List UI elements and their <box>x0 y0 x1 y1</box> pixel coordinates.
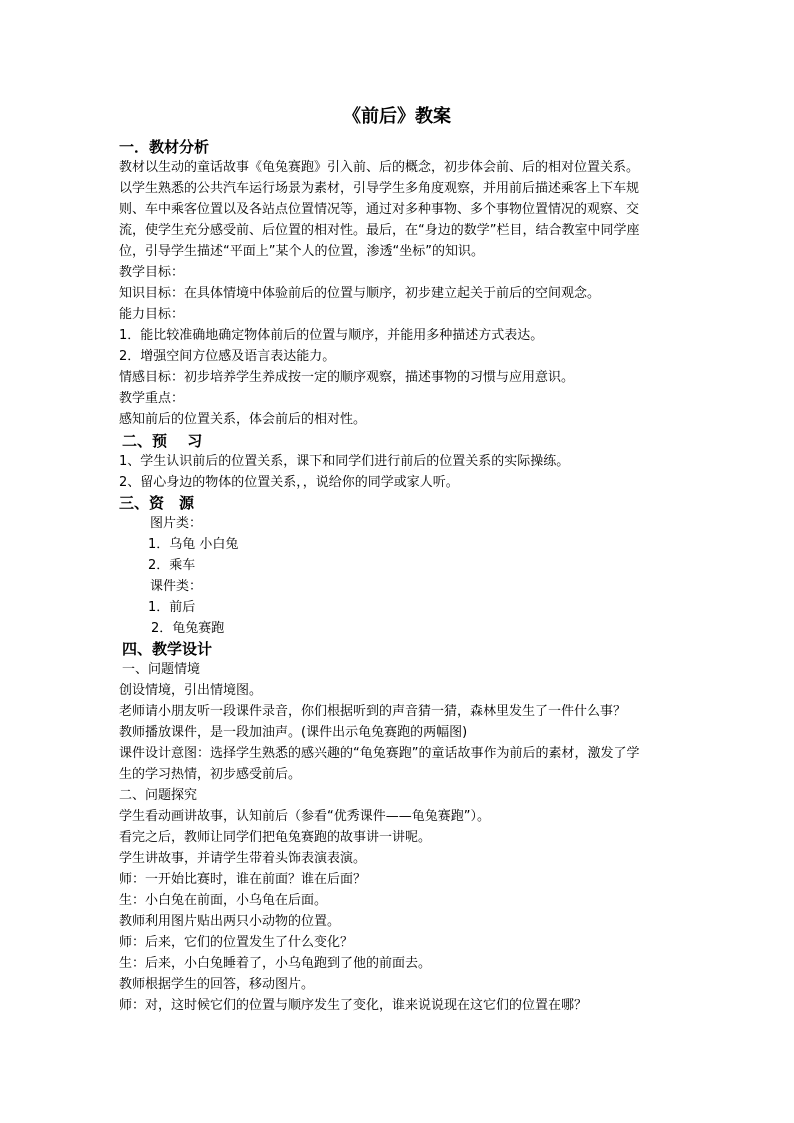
design-line: 生的学习热情，初步感受前后。 <box>119 767 302 782</box>
paragraph-line: 教材以生动的童话故事《龟兔赛跑》引入前、后的概念，初步体会前、后的相对位置关系。 <box>119 160 640 175</box>
emotion-goal: 情感目标：初步培养学生养成按一定的顺序观察，描述事物的习惯与应用意识。 <box>119 370 575 385</box>
exploration-line: 学生讲故事，并请学生带着头饰表演表演。 <box>119 851 367 866</box>
exploration-line: 师：一开始比赛时，谁在前面？谁在后面？ <box>119 872 367 887</box>
section-heading-resources: 三、资 源 <box>119 494 195 512</box>
picture-item-2: 2．乘车 <box>148 558 196 573</box>
goals-label: 教学目标： <box>119 265 185 280</box>
exploration-line: 生：小白兔在前面，小乌龟在后面。 <box>119 893 328 908</box>
design-line: 创设情境，引出情境图。 <box>119 683 263 698</box>
subsection-problem-situation: 一、问题情境 <box>122 662 201 677</box>
ability-label: 能力目标： <box>119 307 185 322</box>
exploration-line: 师：对，这时候它们的位置与顺序发生了变化，谁来说说现在这它们的位置在哪？ <box>119 998 588 1013</box>
section-heading-textbook-analysis: 一．教材分析 <box>119 138 210 156</box>
exploration-line: 师：后来，它们的位置发生了什么变化？ <box>119 935 354 950</box>
preview-item-2: 2、留心身边的物体的位置关系，，说给你的同学或家人听。 <box>119 475 459 490</box>
pictures-label: 图片类： <box>150 516 203 531</box>
design-line: 课件设计意图：选择学生熟悉的感兴趣的“龟兔赛跑”的童话故事作为前后的素材，激发了学 <box>119 746 640 761</box>
section-heading-teaching-design: 四、教学设计 <box>122 640 213 658</box>
ability-goal-2: 2．增强空间方位感及语言表达能力。 <box>119 349 336 364</box>
paragraph-line: 以学生熟悉的公共汽车运行场景为素材，引导学生多角度观察，并用前后描述乘客上下车规 <box>119 181 640 196</box>
section-heading-preview: 二、预 习 <box>122 432 203 450</box>
knowledge-goal: 知识目标：在具体情境中体验前后的位置与顺序，初步建立起关于前后的空间观念。 <box>119 286 601 301</box>
subsection-problem-exploration: 二、问题探究 <box>119 788 198 803</box>
paragraph-line: 位，引导学生描述“平面上”某个人的位置，渗透“坐标”的知识。 <box>119 244 484 259</box>
key-points-label: 教学重点： <box>119 391 185 406</box>
preview-item-1: 1、学生认识前后的位置关系，课下和同学们进行前后的位置关系的实际操练。 <box>119 454 570 469</box>
courseware-label: 课件类： <box>150 579 203 594</box>
paragraph-line: 流，使学生充分感受前、后位置的相对性。最后，在“身边的数学”栏目，结合教室中同学座 <box>119 223 640 238</box>
exploration-line: 看完之后，教师让同学们把龟兔赛跑的故事讲一讲呢。 <box>119 830 432 845</box>
ability-goal-1: 1．能比较准确地确定物体前后的位置与顺序，并能用多种描述方式表达。 <box>119 328 544 343</box>
exploration-line: 教师根据学生的回答，移动图片。 <box>119 977 315 992</box>
courseware-item-1: 1．前后 <box>148 600 196 615</box>
exploration-line: 生：后来，小白兔睡着了，小乌龟跑到了他的前面去。 <box>119 956 432 971</box>
courseware-item-2: 2．龟兔赛跑 <box>151 621 225 636</box>
exploration-line: 教师利用图片贴出两只小动物的位置。 <box>119 914 341 929</box>
design-line: 教师播放课件，是一段加油声。(课件出示龟兔赛跑的两幅图) <box>119 725 468 740</box>
paragraph-line: 则、车中乘客位置以及各站点位置情况等，通过对多种事物、多个事物位置情况的观察、交 <box>119 202 640 217</box>
exploration-line: 学生看动画讲故事，认知前后（参看“优秀课件——龟兔赛跑”）。 <box>119 809 490 824</box>
picture-item-1: 1．乌龟 小白兔 <box>148 537 239 552</box>
design-line: 老师请小朋友听一段课件录音，你们根据听到的声音猜一猜，森林里发生了一件什么事？ <box>119 704 627 719</box>
document-title: 《前后》教案 <box>343 106 451 127</box>
key-points: 感知前后的位置关系，体会前后的相对性。 <box>119 412 367 427</box>
